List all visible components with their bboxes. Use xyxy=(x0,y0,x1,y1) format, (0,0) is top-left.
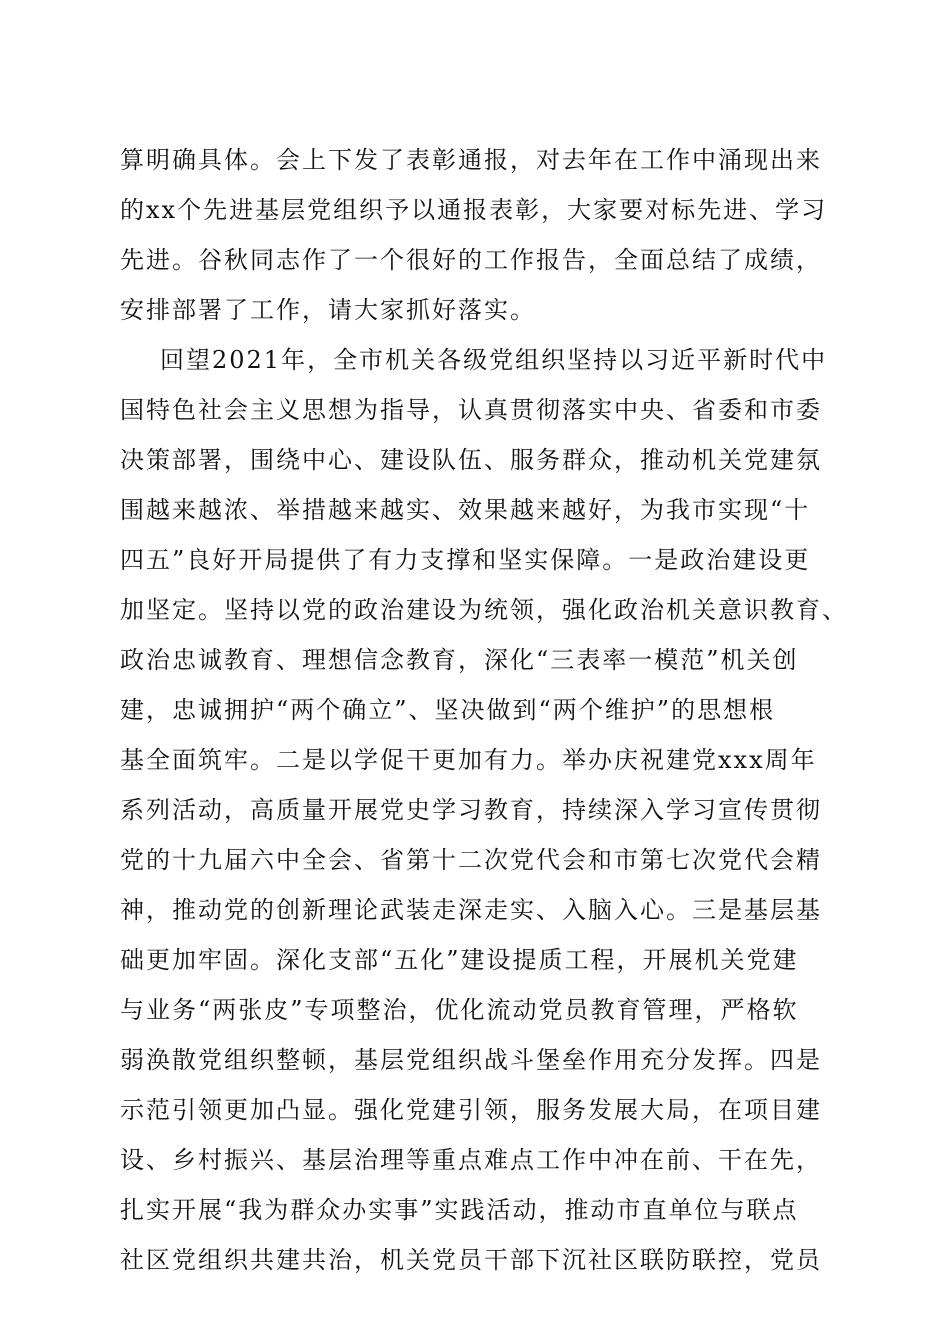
paragraph-2-line-6: 加坚定。坚持以党的政治建设为统领，强化政治机关意识教育、 xyxy=(120,596,848,624)
paragraph-1-line-2: 的xx个先进基层党组织予以通报表彰，大家要对标先进、学习 xyxy=(120,196,828,224)
paragraph-2-line-5: 四五”良好开局提供了有力支撑和坚实保障。一是政治建设更 xyxy=(120,546,811,574)
paragraph-2-line-3: 决策部署，围绕中心、建设队伍、服务群众，推动机关党建氛 xyxy=(120,446,822,474)
paragraph-2-line-10: 系列活动，高质量开展党史学习教育，持续深入学习宣传贯彻 xyxy=(120,796,822,824)
paragraph-1-line-3: 先进。谷秋同志作了一个很好的工作报告，全面总结了成绩， xyxy=(120,246,822,274)
paragraph-2-line-2: 国特色社会主义思想为指导，认真贯彻落实中央、省委和市委 xyxy=(120,396,822,424)
paragraph-2-line-18: 扎实开展“我为群众办实事”实践活动，推动市直单位与联点 xyxy=(120,1196,799,1224)
paragraph-2-line-12: 神，推动党的创新理论武装走深走实、入脑入心。三是基层基 xyxy=(120,896,822,924)
paragraph-2-line-1: 回望2021年，全市机关各级党组织坚持以习近平新时代中 xyxy=(160,346,828,374)
paragraph-2-line-11: 党的十九届六中全会、省第十二次党代会和市第七次党代会精 xyxy=(120,846,822,874)
paragraph-2-line-13: 础更加牢固。深化支部“五化”建设提质工程，开展机关党建 xyxy=(120,946,799,974)
paragraph-2-line-14: 与业务“两张皮”专项整治，优化流动党员教育管理，严格软 xyxy=(120,996,799,1024)
paragraph-2-line-9: 基全面筑牢。二是以学促干更加有力。举办庆祝建党xxx周年 xyxy=(120,746,817,774)
paragraph-2-line-16: 示范引领更加凸显。强化党建引领，服务发展大局，在项目建 xyxy=(120,1096,822,1124)
paragraph-1-line-1: 算明确具体。会上下发了表彰通报，对去年在工作中涌现出来 xyxy=(120,146,822,174)
paragraph-2-line-15: 弱涣散党组织整顿，基层党组织战斗堡垒作用充分发挥。四是 xyxy=(120,1046,822,1074)
paragraph-1-line-4: 安排部署了工作，请大家抓好落实。 xyxy=(120,296,536,324)
paragraph-2-line-7: 政治忠诚教育、理想信念教育，深化“三表率一模范”机关创 xyxy=(120,646,799,674)
paragraph-2-line-8: 建，忠诚拥护“两个确立”、坚决做到“两个维护”的思想根 xyxy=(120,696,776,724)
paragraph-2-line-17: 设、乡村振兴、基层治理等重点难点工作中冲在前、干在先， xyxy=(120,1146,822,1174)
paragraph-2-line-4: 围越来越浓、举措越来越实、效果越来越好，为我市实现“十 xyxy=(120,496,811,524)
paragraph-2-line-19: 社区党组织共建共治，机关党员干部下沉社区联防联控，党员 xyxy=(120,1246,822,1274)
